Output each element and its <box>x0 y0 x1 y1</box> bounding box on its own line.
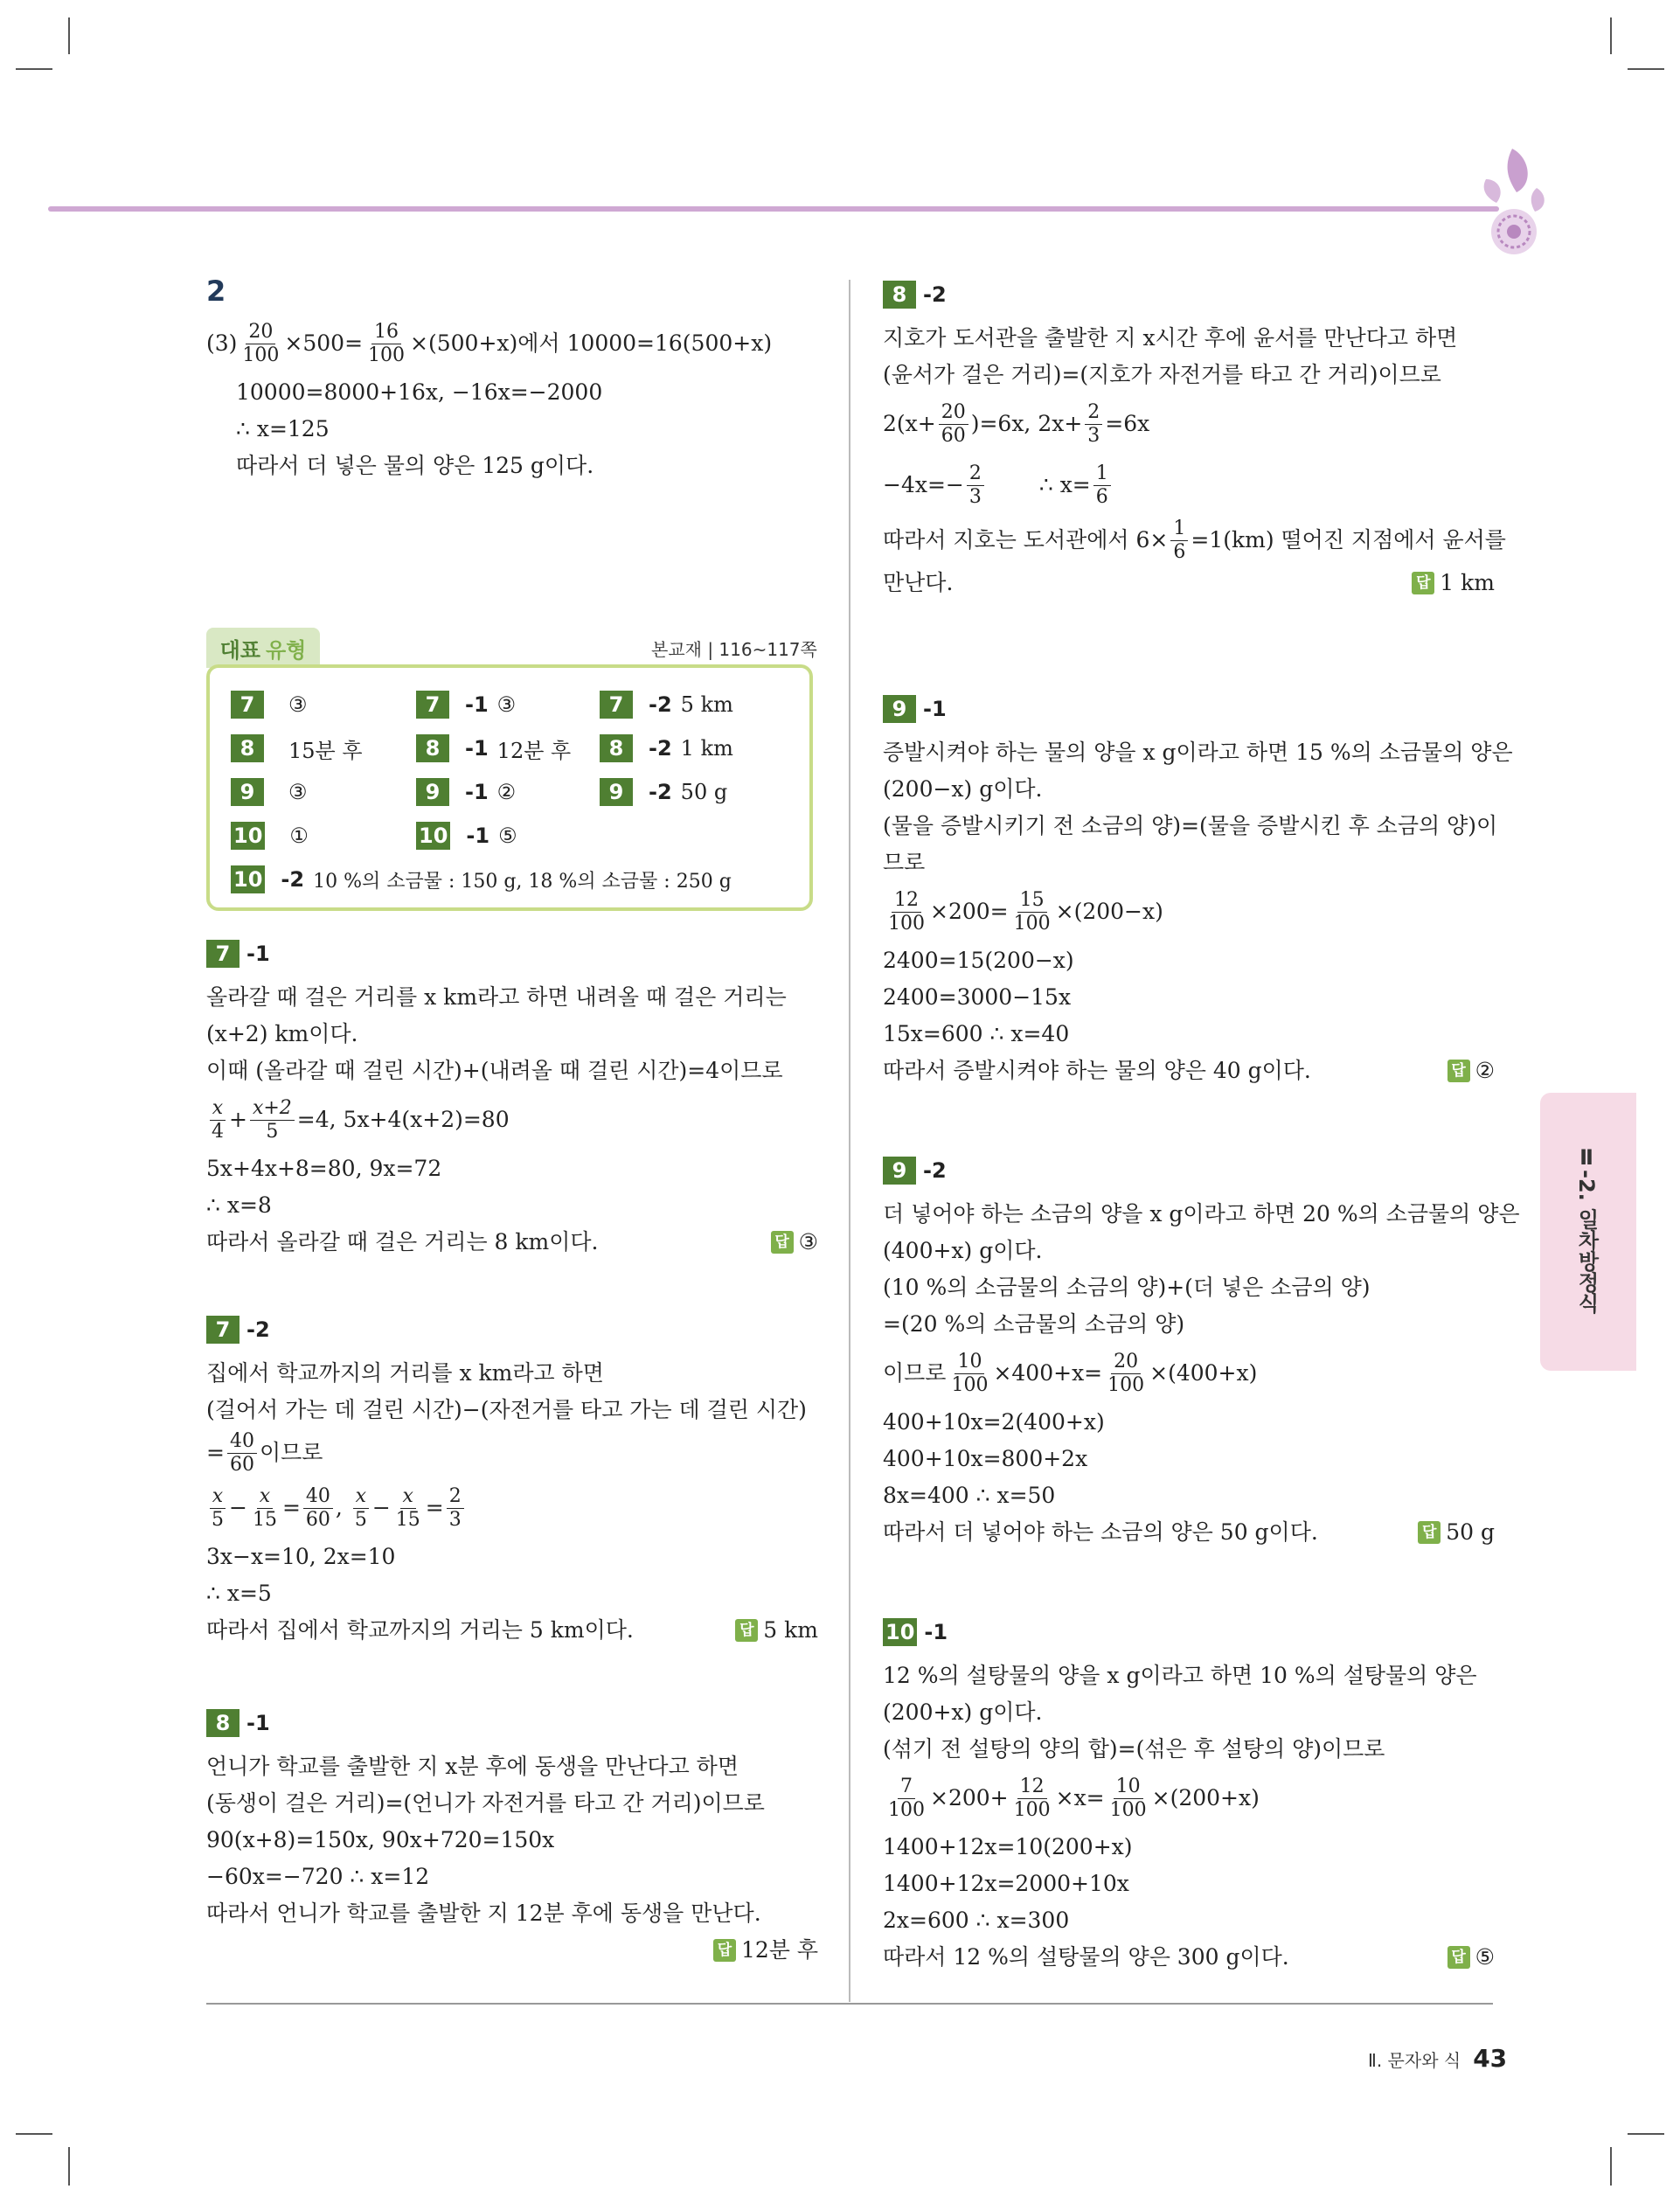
answer-cell: 7 -2 5 km <box>600 689 733 720</box>
answer-cell: 8 15분 후 <box>231 733 363 764</box>
answer-cell: 9 -2 50 g <box>600 776 727 808</box>
problem-header: 8 -1 <box>206 1705 818 1741</box>
solution-line: 10000=8000+16x, −16x=−2000 <box>236 379 603 405</box>
representative-type-tab: 대표 유형 <box>206 628 320 668</box>
textbook-reference: 본교재 | 116~117쪽 <box>651 639 817 660</box>
answer-cell: 9 ③ <box>231 776 308 808</box>
answer: 답 ⑤ <box>883 1939 1495 1976</box>
equation-line: −4x=− $\frac{2}{3}$ ∴ x= $\frac{1}{6}$ <box>883 455 1495 516</box>
problem-8-1: 8 -1 언니가 학교를 출발한 지 x분 후에 동생을 만난다고 하면 (동생이 걸은 거리)=(언니가 자전거를 타고 간 거리)이므로 90(x+8)=150x, 90x+720=150x −60x=−720 ∴ x=12 따라서 언니가 학교를 출발한 지 12분 후에 동생을 만난다. 답 12분 후 <box>206 1705 818 1969</box>
answer: 답 ③ <box>206 1224 818 1261</box>
section-2 <box>206 273 818 484</box>
problem-9-1: 9 -1 증발시켜야 하는 물의 양을 x g이라고 하면 15 %의 소금물의 양은 (200−x) g이다. (물을 증발시키기 전 소금의 양)=(물을 증발시킨 후 소금의 양)이 므로 $\frac{12}{100}$ ×200= $\frac{15}{100}$ ×(200−x) 2400=15(200−x) 2400=3000−15x 15x=600 ∴ x=40 따라서 증발시켜야 하는 물의 양은 40 g이다. 답 ② <box>883 691 1495 1089</box>
crop-mark <box>1628 2133 1664 2135</box>
answer: 답 ② <box>883 1053 1495 1089</box>
crop-mark <box>16 68 52 70</box>
answer-cell: 7 ③ <box>231 689 308 720</box>
equation-line: $\frac{12}{100}$ ×200= $\frac{15}{100}$ ×(200−x) <box>888 888 1163 935</box>
crop-mark <box>1628 68 1664 70</box>
problem-header: 8 -2 <box>883 276 1495 313</box>
solution-line: 따라서 더 넣은 물의 양은 125 g이다. <box>236 453 594 478</box>
answer: 답 5 km <box>206 1612 818 1649</box>
problem-header: 7 -1 <box>206 935 818 972</box>
flower-ornament-icon <box>1451 140 1556 262</box>
crop-mark <box>68 2147 70 2186</box>
answer-cell: 10 ① <box>231 820 309 851</box>
equation-line: = $\frac{40}{60}$ 이므로 <box>206 1429 323 1476</box>
problem-9-2: 9 -2 더 넣어야 하는 소금의 양을 x g이라고 하면 20 %의 소금물의 양은 (400+x) g이다. (10 %의 소금물의 소금의 양)+(더 넣은 소금의 양) =(20 %의 소금물의 소금의 양) 이므로 $\frac{10}{100}$ ×400+x= $\frac{20}{100}$ ×(400+x) 400+10x=2(400+x) 400+10x=800+2x 8x=400 ∴ x=50 따라서 더 넣어야 하는 소금의 양은 50 g이다. 답 50 g <box>883 1152 1495 1551</box>
answer-cell: 10 -2 10 %의 소금물 : 150 g, 18 %의 소금물 : 250 g <box>231 864 732 895</box>
equation-line: (3) $\frac{20}{100}$ ×500= $\frac{16}{100}$ ×(500+x)에서 10000=16(500+x) <box>206 320 773 366</box>
column-divider <box>849 280 850 2002</box>
page-footer <box>1368 2044 1507 2073</box>
answer: 답 1 km <box>883 565 1495 601</box>
problem-10-1: 10 -1 12 %의 설탕물의 양을 x g이라고 하면 10 %의 설탕물의 양은 (200+x) g이다. (섞기 전 설탕의 양의 합)=(섞은 후 설탕의 양)이므로 $\frac{7}{100}$ ×200+ $\frac{12}{100}$ ×x= $\frac{10}{100}$ ×(200+x) 1400+12x=10(200+x) 1400+12x=2000+10x 2x=600 ∴ x=300 따라서 12 %의 설탕물의 양은 300 g이다. 답 ⑤ <box>883 1614 1495 1976</box>
fraction: $\frac{20}{100}$ <box>242 320 280 366</box>
equation-line: 이므로 $\frac{10}{100}$ ×400+x= $\frac{20}{100}$ ×(400+x) <box>883 1350 1258 1396</box>
problem-header: 9 -2 <box>883 1152 1495 1189</box>
chapter-side-tab: Ⅱ-2. 일차방정식 <box>1540 1093 1636 1371</box>
answer-cell: 9 -1 ② <box>416 776 516 808</box>
solution-line: ∴ x=125 <box>236 416 330 441</box>
equation-line: $\frac{7}{100}$ ×200+ $\frac{12}{100}$ ×x= $\frac{10}{100}$ ×(200+x) <box>888 1775 1260 1821</box>
problem-header: 7 -2 <box>206 1311 818 1348</box>
equation-line: $\frac{x}{5}$ − $\frac{x}{15}$ = $\frac{40}{60}$ , $\frac{x}{5}$ − $\frac{x}{15}$ = $\frac{2}{3}$ <box>206 1477 818 1539</box>
section-number: 2 <box>206 275 226 308</box>
answer: 답 50 g <box>883 1514 1495 1551</box>
equation-line: 2(x+ $\frac{20}{60}$ )=6x, 2x+ $\frac{2}{3}$ =6x <box>883 400 1150 447</box>
answer-summary-box <box>206 664 813 911</box>
crop-mark <box>1610 17 1612 54</box>
problem-header: 9 -1 <box>883 691 1495 727</box>
problem-header: 10 -1 <box>883 1614 1495 1651</box>
header-rule <box>48 206 1499 212</box>
answer-cell: 8 -2 1 km <box>600 733 733 764</box>
problem-8-2: 8 -2 지호가 도서관을 출발한 지 x시간 후에 윤서를 만난다고 하면 (윤서가 걸은 거리)=(지호가 자전거를 타고 간 거리)이므로 2(x+ $\frac{20}{60}$ )=6x, 2x+ $\frac{2}{3}$ =6x −4x=− $\frac{2}{3}$ ∴ x= $\frac{1}{6}$ 따라서 지호는 도서관에서 6× $\frac{1}{6}$ =1(km) 떨어진 지점에서 윤서를 만난다. 답 1 km <box>883 276 1495 601</box>
crop-mark <box>1610 2147 1612 2186</box>
conclusion-line: 따라서 지호는 도서관에서 6× $\frac{1}{6}$ =1(km) 떨어진 지점에서 윤서를 <box>883 517 1506 563</box>
crop-mark <box>68 17 70 54</box>
equation-line: $\frac{x}{4}$ + $\frac{x+2}{5}$ =4, 5x+4(x+2)=80 <box>206 1089 818 1150</box>
problem-7-2: 7 -2 집에서 학교까지의 거리를 x km라고 하면 (걸어서 가는 데 걸린 시간)−(자전거를 타고 가는 데 걸린 시간) = $\frac{40}{60}$ 이므로 $\frac{x}{5}$ − $\frac{x}{15}$ = $\frac{40}{60}$ , $\frac{x}{5}$ − $\frac{x}{15}$ = $\frac{2}{3}$ 3x−x=10, 2x=10 ∴ x=5 따라서 집에서 학교까지의 거리는 5 km이다. 답 5 km <box>206 1311 818 1649</box>
answer: 답 12분 후 <box>206 1932 818 1969</box>
chapter-title: Ⅱ. 문자와 식 <box>1368 2050 1461 2071</box>
footer-rule <box>206 2003 1493 2005</box>
fraction: $\frac{16}{100}$ <box>368 320 406 366</box>
answer-cell: 8 -1 12분 후 <box>416 733 571 764</box>
page-number: 43 <box>1473 2044 1508 2073</box>
answer-cell: 10 -1 ⑤ <box>416 820 517 851</box>
answer-cell: 7 -1 ③ <box>416 689 516 720</box>
crop-mark <box>16 2133 52 2135</box>
problem-7-1: 7 -1 올라갈 때 걸은 거리를 x km라고 하면 내려올 때 걸은 거리는 (x+2) km이다. 이때 (올라갈 때 걸린 시간)+(내려올 때 걸린 시간)=4이므로 $\frac{x}{4}$ + $\frac{x+2}{5}$ =4, 5x+4(x+2)=80 5x+4x+8=80, 9x=72 ∴ x=8 따라서 올라갈 때 걸은 거리는 8 km이다. 답 ③ <box>206 935 818 1261</box>
